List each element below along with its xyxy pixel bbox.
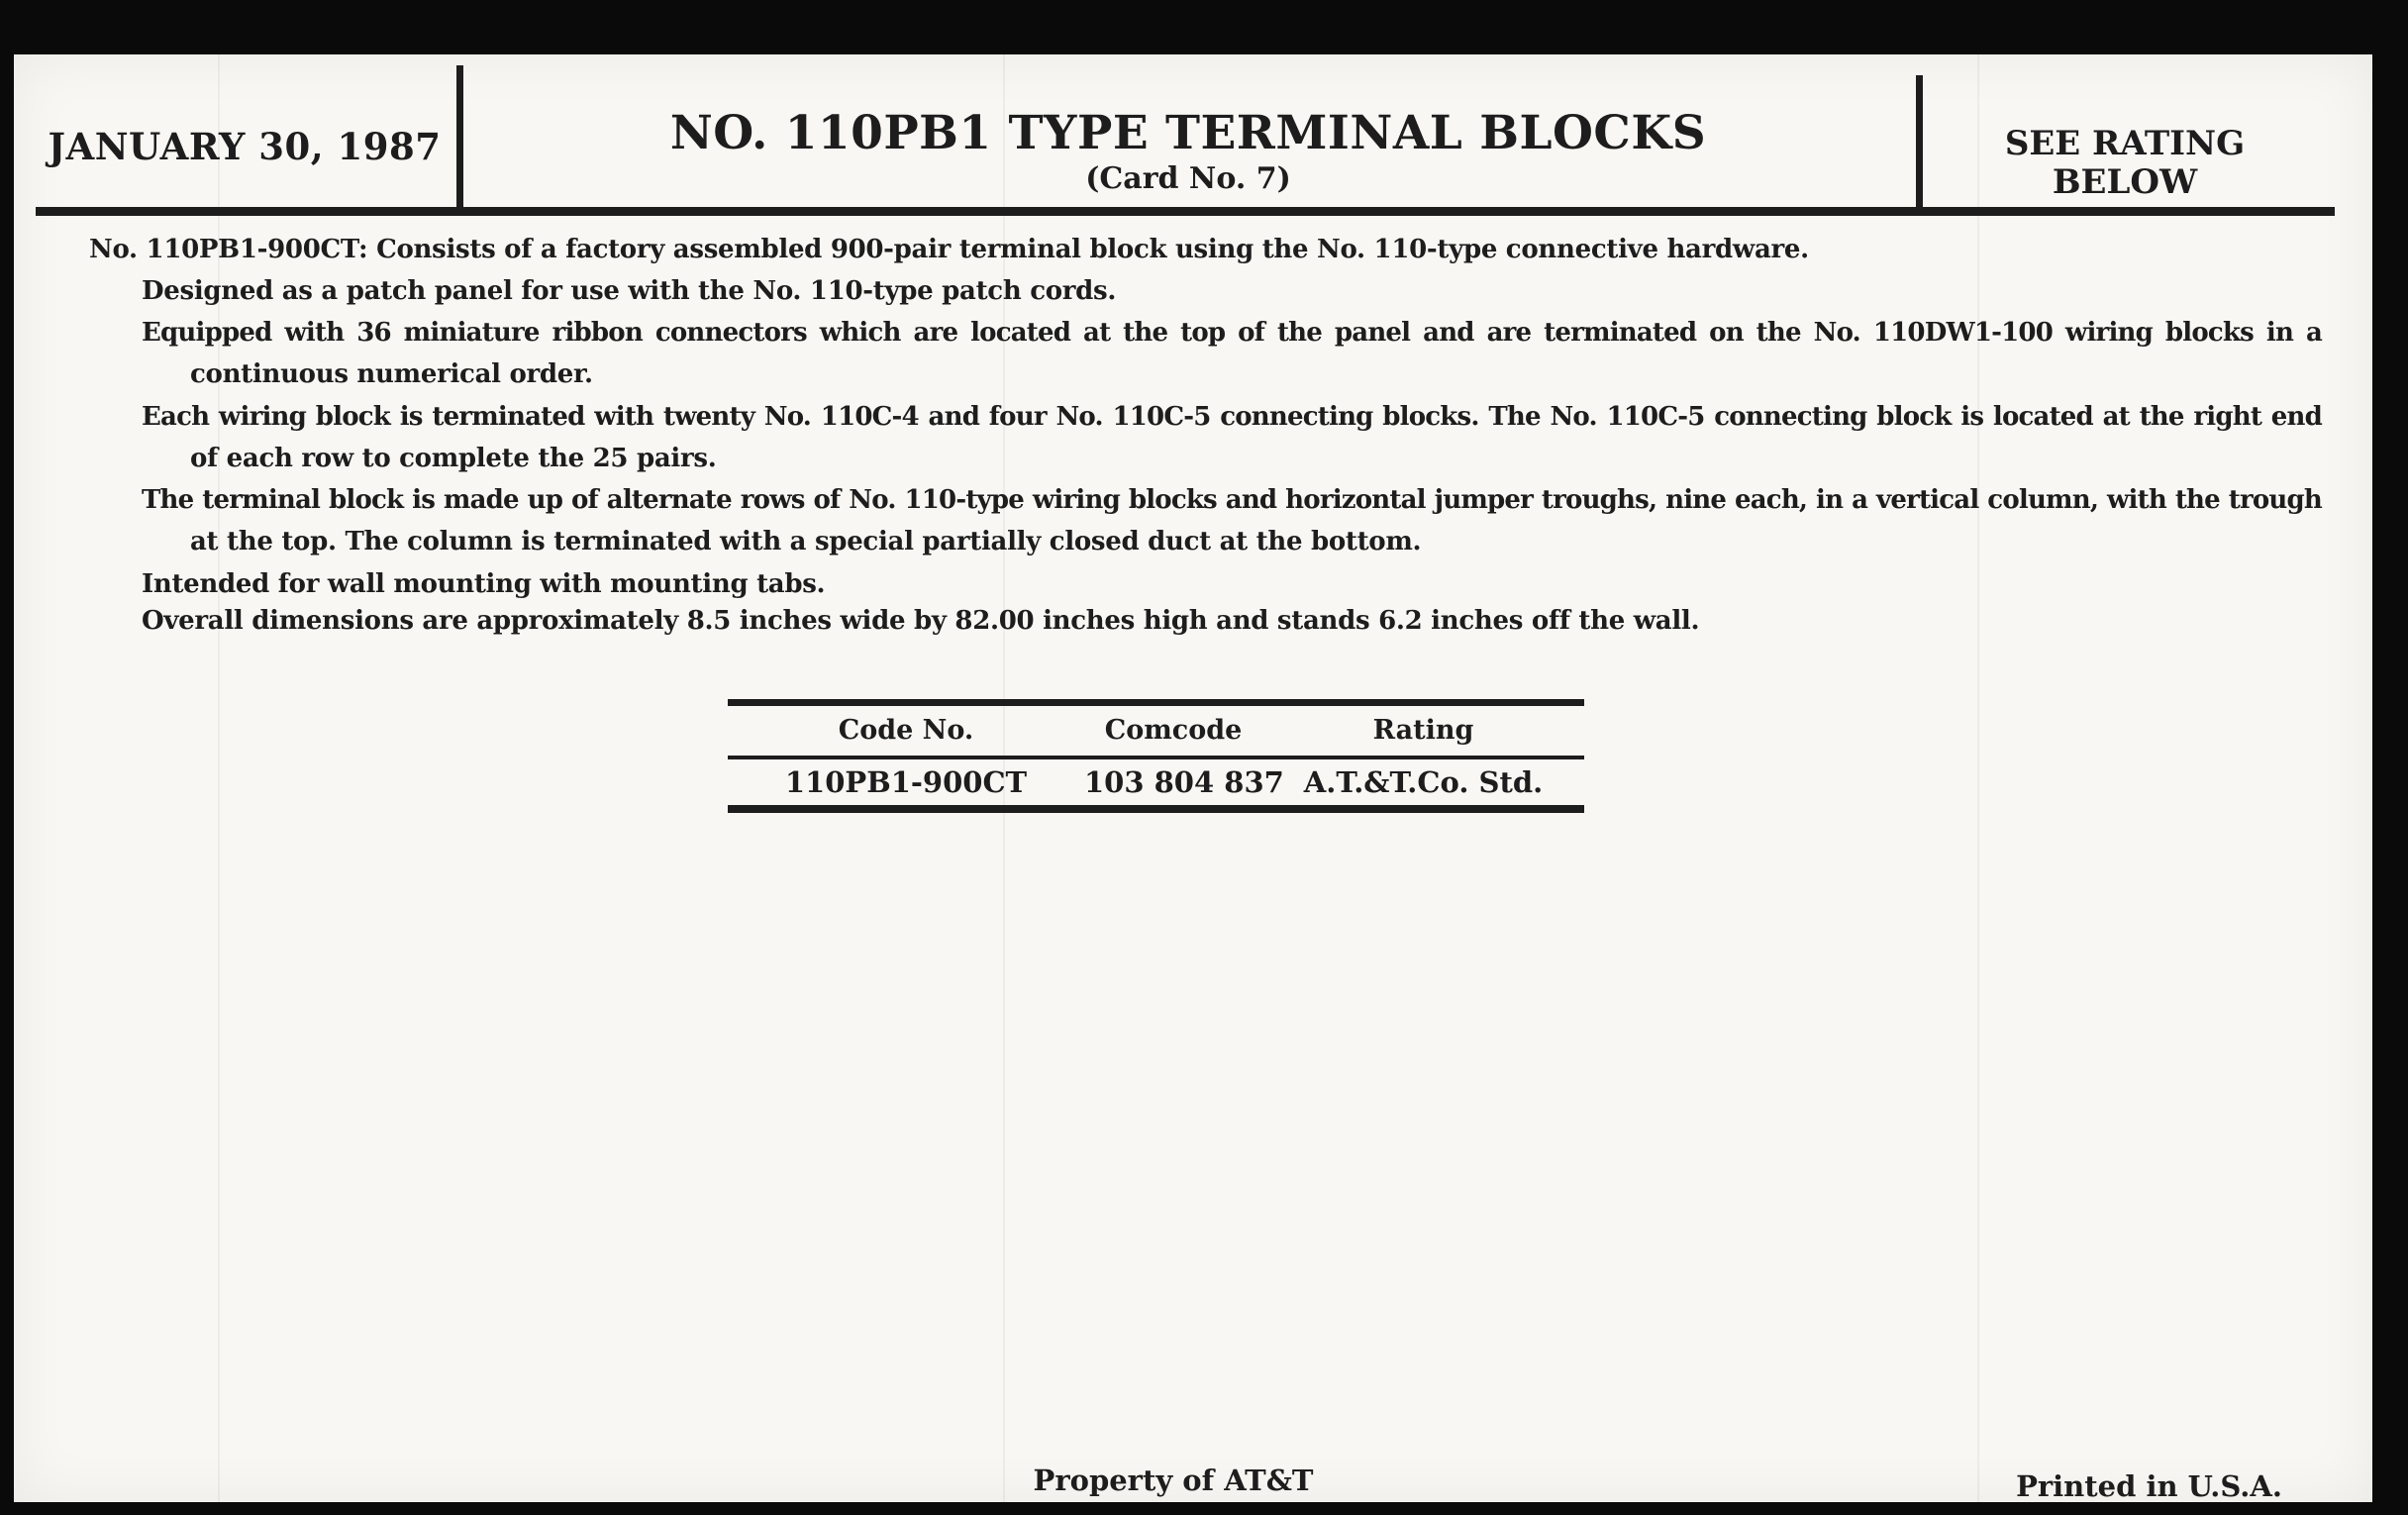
body-line: Equipped with 36 miniature ribbon connectors which are located at the top of the panel and are terminated on the No. 110DW1-100 wiring blocks in a [142, 318, 2322, 348]
column-header-code-no: Code No. [838, 715, 974, 746]
table-rule-top [728, 699, 1584, 706]
rating-table [728, 699, 1584, 813]
header-divider-left [456, 65, 463, 211]
table-header-row [728, 706, 1584, 756]
body-line: at the top. The column is terminated with a special partially closed duct at the bottom. [190, 527, 1422, 556]
rating-note-line2: BELOW [2052, 162, 2198, 202]
card-number: (Card No. 7) [1085, 161, 1291, 196]
body-line: Designed as a patch panel for use with the No. 110-type patch cords. [142, 276, 1117, 306]
table-rule-bottom [728, 805, 1584, 813]
body-line: Overall dimensions are approximately 8.5 inches wide by 82.00 inches high and stands 6.2 inches off the wall. [142, 606, 1700, 636]
column-header-comcode: Comcode [1104, 715, 1243, 746]
body-line: continuous numerical order. [190, 359, 593, 389]
cell-code-no: 110PB1-900CT [784, 765, 1028, 799]
issue-date: JANUARY 30, 1987 [48, 125, 442, 168]
body-line: The terminal block is made up of alternate rows of No. 110-type wiring blocks and horizontal jumper troughs, nine each, in a vertical column, with the trough [142, 485, 2322, 515]
body-line: Intended for wall mounting with mounting tabs. [142, 569, 826, 599]
printed-notice: Printed in U.S.A. [2016, 1469, 2282, 1503]
body-line: of each row to complete the 25 pairs. [190, 444, 717, 473]
rating-note-line1: SEE RATING [2004, 124, 2246, 163]
cell-comcode: 103 804 837 [1084, 765, 1284, 799]
header-rule [36, 207, 2335, 216]
title-block [465, 106, 1911, 197]
body-line: No. 110PB1-900CT: Consists of a factory assembled 900-pair terminal block using the No. 110-type connective hardware. [89, 235, 1809, 264]
property-notice: Property of AT&T [1033, 1464, 1314, 1497]
document-title: NO. 110PB1 TYPE TERMINAL BLOCKS [669, 106, 1707, 160]
rating-note [1911, 125, 2339, 202]
column-header-rating: Rating [1372, 715, 1474, 746]
cell-rating: A.T.&T.Co. Std. [1303, 765, 1544, 799]
scan-streak [218, 54, 220, 1502]
body-line: Each wiring block is terminated with twenty No. 110C-4 and four No. 110C-5 connecting blocks. The No. 110C-5 connecting block is located at the right end [142, 402, 2322, 432]
scan-streak [1977, 54, 1979, 1502]
table-row [728, 759, 1584, 805]
